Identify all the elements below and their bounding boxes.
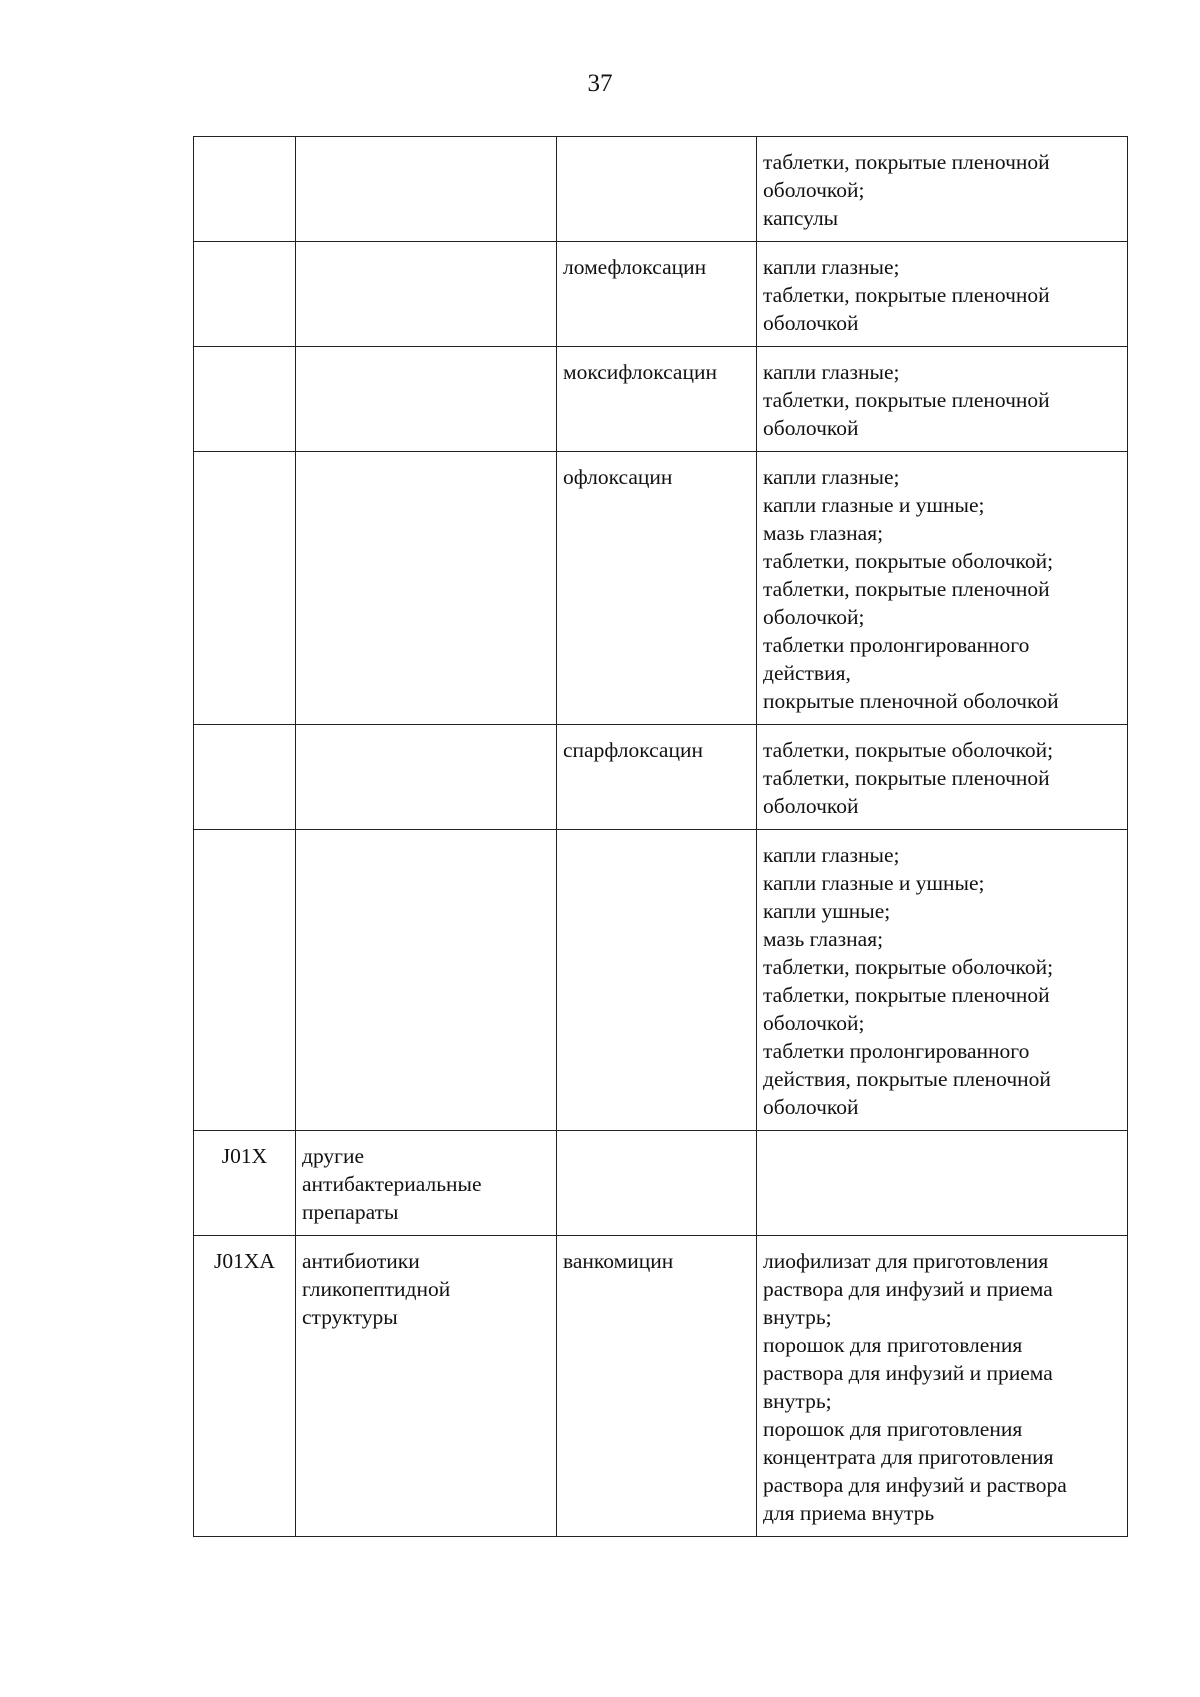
dosage-forms-line: оболочкой: [763, 416, 859, 440]
dosage-forms-line: покрытые пленочной оболочкой: [763, 689, 1059, 713]
dosage-forms-line: капли ушные;: [763, 899, 891, 923]
anatomic-group-line: структуры: [302, 1305, 398, 1329]
table-body: [194, 137, 1128, 1537]
drug-name-line: ломефлоксацин: [563, 255, 707, 279]
anatomic-group-cell: [296, 725, 557, 830]
dosage-forms-line: оболочкой;: [763, 178, 865, 202]
dosage-forms-line: таблетки, покрытые пленочной: [763, 150, 1050, 174]
dosage-forms-cell: [757, 137, 1128, 242]
table-row: [194, 830, 1128, 1131]
table-row: [194, 1236, 1128, 1537]
dosage-forms-line: таблетки, покрытые оболочкой;: [763, 549, 1054, 573]
atc-code-cell: [194, 452, 296, 725]
dosage-forms-line: таблетки, покрытые пленочной: [763, 983, 1050, 1007]
dosage-forms-line: капли глазные;: [763, 360, 900, 384]
anatomic-group-cell: [296, 830, 557, 1131]
drug-name-cell: [557, 452, 757, 725]
atc-code-cell: [194, 347, 296, 452]
dosage-forms-line: действия,: [763, 661, 851, 685]
table-row: [194, 242, 1128, 347]
table-row: [194, 347, 1128, 452]
anatomic-group-line: антибактериальные: [302, 1172, 482, 1196]
dosage-forms-cell: [757, 1131, 1128, 1236]
dosage-forms-line: таблетки пролонгированного: [763, 1039, 1030, 1063]
anatomic-group-line: препараты: [302, 1200, 399, 1224]
dosage-forms-line: таблетки пролонгированного: [763, 633, 1030, 657]
anatomic-group-cell: [296, 452, 557, 725]
dosage-forms-line: концентрата для приготовления: [763, 1445, 1054, 1469]
page-number: 37: [587, 70, 613, 97]
dosage-forms-cell: [757, 830, 1128, 1131]
dosage-forms-line: таблетки, покрытые пленочной: [763, 283, 1050, 307]
dosage-forms-cell: [757, 725, 1128, 830]
dosage-forms-line: мазь глазная;: [763, 521, 884, 545]
drug-name-cell: [557, 725, 757, 830]
dosage-forms-line: порошок для приготовления: [763, 1333, 1023, 1357]
atc-code-cell: [194, 725, 296, 830]
dosage-forms-line: капли глазные;: [763, 465, 900, 489]
atc-code-line: J01XA: [214, 1249, 275, 1273]
dosage-forms-line: внутрь;: [763, 1305, 832, 1329]
dosage-forms-line: лиофилизат для приготовления: [763, 1249, 1049, 1273]
drug-name-line: моксифлоксацин: [563, 360, 717, 384]
dosage-forms-line: таблетки, покрытые пленочной: [763, 766, 1050, 790]
drug-name-line: ванкомицин: [563, 1249, 674, 1273]
dosage-forms-line: раствора для инфузий и приема: [763, 1277, 1053, 1301]
anatomic-group-cell: [296, 137, 557, 242]
atc-code-cell: [194, 1131, 296, 1236]
table-row: [194, 137, 1128, 242]
anatomic-group-cell: [296, 242, 557, 347]
dosage-forms-line: действия, покрытые пленочной: [763, 1067, 1051, 1091]
dosage-forms-line: капсулы: [763, 206, 839, 230]
drug-name-cell: [557, 137, 757, 242]
dosage-forms-line: таблетки, покрытые пленочной: [763, 577, 1050, 601]
drug-name-line: офлоксацин: [563, 465, 673, 489]
dosage-forms-cell: [757, 347, 1128, 452]
table-row: [194, 1131, 1128, 1236]
dosage-forms-line: оболочкой: [763, 1095, 859, 1119]
atc-code-cell: [194, 830, 296, 1131]
atc-code-cell: [194, 242, 296, 347]
dosage-forms-line: мазь глазная;: [763, 927, 884, 951]
dosage-forms-line: оболочкой;: [763, 1011, 865, 1035]
anatomic-group-line: другие: [302, 1144, 365, 1168]
dosage-forms-cell: [757, 1236, 1128, 1537]
dosage-forms-line: капли глазные;: [763, 255, 900, 279]
drug-name-cell: [557, 830, 757, 1131]
anatomic-group-line: антибиотики: [302, 1249, 420, 1273]
dosage-forms-line: оболочкой: [763, 311, 859, 335]
drug-name-cell: [557, 1131, 757, 1236]
dosage-forms-line: капли глазные;: [763, 843, 900, 867]
atc-code-cell: [194, 137, 296, 242]
drug-table: [193, 136, 1128, 1537]
atc-code-line: J01X: [221, 1144, 268, 1168]
dosage-forms-line: таблетки, покрытые оболочкой;: [763, 738, 1054, 762]
dosage-forms-line: раствора для инфузий и раствора: [763, 1473, 1067, 1497]
dosage-forms-line: раствора для инфузий и приема: [763, 1361, 1053, 1385]
dosage-forms-line: капли глазные и ушные;: [763, 871, 985, 895]
dosage-forms-line: таблетки, покрытые оболочкой;: [763, 955, 1054, 979]
dosage-forms-line: оболочкой;: [763, 605, 865, 629]
dosage-forms-line: порошок для приготовления: [763, 1417, 1023, 1441]
table-row: [194, 452, 1128, 725]
dosage-forms-line: капли глазные и ушные;: [763, 493, 985, 517]
anatomic-group-line: гликопептидной: [302, 1277, 451, 1301]
drug-name-line: спарфлоксацин: [563, 738, 703, 762]
dosage-forms-line: для приема внутрь: [763, 1501, 935, 1525]
anatomic-group-cell: [296, 1236, 557, 1537]
drug-name-cell: [557, 347, 757, 452]
anatomic-group-cell: [296, 347, 557, 452]
table-row: [194, 725, 1128, 830]
atc-code-cell: [194, 1236, 296, 1537]
drug-name-cell: [557, 1236, 757, 1537]
anatomic-group-cell: [296, 1131, 557, 1236]
dosage-forms-line: таблетки, покрытые пленочной: [763, 388, 1050, 412]
drug-name-cell: [557, 242, 757, 347]
dosage-forms-line: оболочкой: [763, 794, 859, 818]
dosage-forms-cell: [757, 242, 1128, 347]
dosage-forms-cell: [757, 452, 1128, 725]
dosage-forms-line: внутрь;: [763, 1389, 832, 1413]
